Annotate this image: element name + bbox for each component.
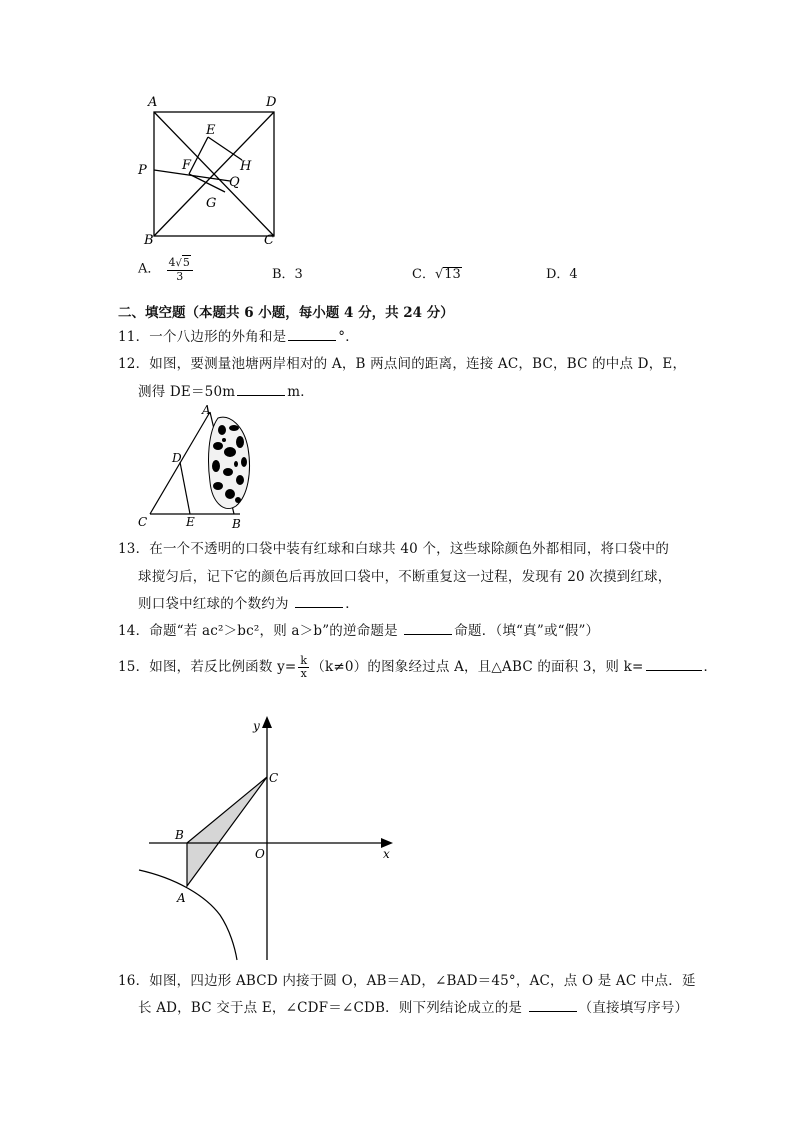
- label-e: E: [206, 123, 216, 138]
- label-y: y: [253, 719, 260, 733]
- figure-pond: [130, 402, 270, 532]
- question-11: 11．一个八边形的外角和是 °．: [118, 329, 359, 345]
- label-b: B: [175, 828, 184, 842]
- answer-blank-11[interactable]: [288, 328, 336, 341]
- question-15: 15．如图，若反比例函数 y= $\frac{k}{x}$ （k≠0）的图象经过点 A，且△ABC 的面积 3，则 k= ．: [118, 654, 718, 680]
- label-f: F: [182, 158, 192, 173]
- label-a: A: [202, 403, 211, 417]
- section-heading: 二、填空题（本题共 6 小题，每小题 4 分，共 24 分）: [118, 305, 454, 321]
- option-c: C．√13: [412, 267, 461, 282]
- question-13-line3: 则口袋中红球的个数约为 ．: [138, 596, 359, 612]
- option-a: A． $\frac{4√5}{3}$: [138, 255, 195, 283]
- question-13-line2: 球搅匀后，记下它的颜色后再放回口袋中，不断重复这一过程，发现有 20 次摸到红球，: [138, 569, 672, 585]
- answer-blank-14[interactable]: [404, 622, 452, 635]
- answer-blank-12[interactable]: [237, 383, 285, 396]
- question-13-line1: 13．在一个不透明的口袋中装有红球和白球共 40 个，这些球除颜色外都相同，将口袋中的: [118, 541, 670, 557]
- label-d: D: [172, 451, 182, 465]
- option-d: D．4: [546, 267, 578, 282]
- label-a: A: [177, 891, 186, 905]
- pond-shape: [209, 417, 250, 508]
- label-d: D: [266, 95, 277, 110]
- option-a-fraction: $\frac{4√5}{3}$: [167, 255, 193, 283]
- label-c: C: [264, 233, 274, 248]
- answer-blank-16[interactable]: [529, 999, 577, 1012]
- question-12-line2: 测得 DE＝50m m．: [138, 384, 314, 400]
- question-12-line1: 12．如图，要测量池塘两岸相对的 A，B 两点间的距离，连接 AC，BC，BC 的中点 D，E，: [118, 356, 687, 372]
- function-fraction: $\frac{k}{x}$: [300, 654, 308, 680]
- label-q: Q: [229, 175, 240, 190]
- label-b: B: [144, 233, 154, 248]
- label-e: E: [186, 515, 195, 529]
- figure-square-abcd: [130, 90, 290, 255]
- label-g: G: [206, 196, 217, 211]
- label-x: x: [383, 847, 390, 861]
- question-14: 14．命题“若 ac²＞bc²，则 a＞b”的逆命题是 命题．（填“真”或“假”）: [118, 623, 600, 639]
- label-h: H: [240, 159, 252, 174]
- figure-coordinate-plane: [135, 710, 400, 970]
- label-a: A: [148, 95, 158, 110]
- label-p: P: [138, 163, 147, 178]
- label-c: C: [138, 515, 148, 529]
- label-b: B: [232, 517, 241, 531]
- label-o: O: [255, 847, 265, 861]
- answer-blank-15[interactable]: [646, 658, 702, 671]
- question-16-line2: 长 AD，BC 交于点 E，∠CDF＝∠CDB．则下列结论成立的是 （直接填写序号）: [138, 1000, 689, 1016]
- y-axis-arrow: [262, 716, 272, 728]
- question-16-line1: 16．如图，四边形 ABCD 内接于圆 O，AB＝AD，∠BAD＝45°，AC，点 O 是 AC 中点．延: [118, 973, 696, 989]
- label-c: C: [269, 771, 279, 785]
- option-b: B．3: [272, 267, 303, 282]
- triangle-abc: [187, 777, 267, 886]
- answer-blank-13[interactable]: [295, 595, 343, 608]
